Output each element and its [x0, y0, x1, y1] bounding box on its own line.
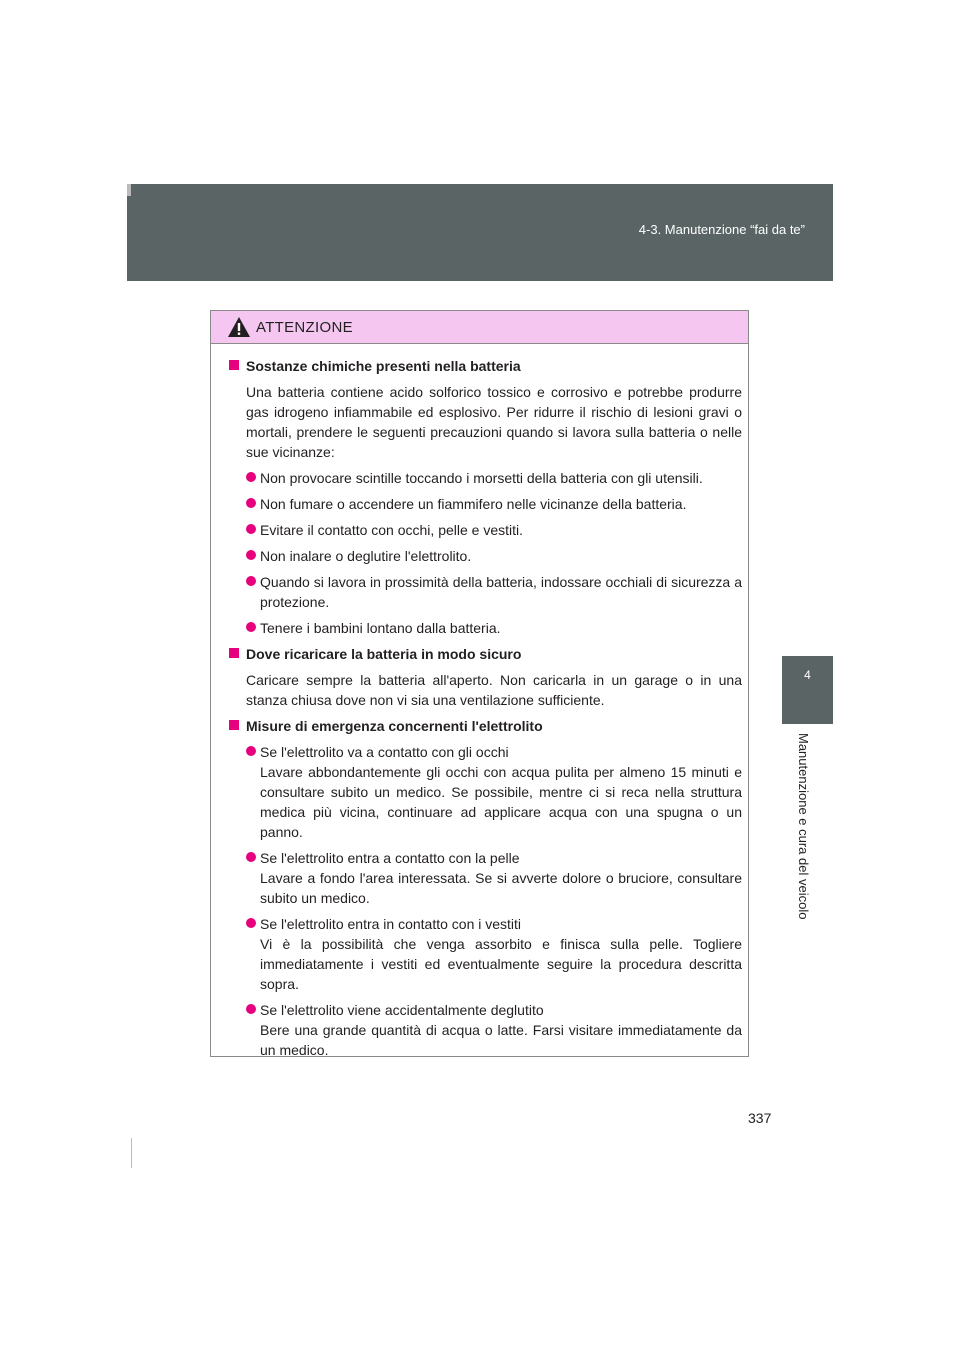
square-bullet-icon [229, 360, 239, 370]
warning-body [211, 344, 748, 1060]
circle-bullet-icon [246, 550, 256, 560]
list-item: Se l'elettrolito viene accidentalmente deglutito Bere una grande quantità di acqua o latte. Farsi visitare immediatamente da un medico. [246, 1000, 742, 1060]
warning-header [211, 311, 748, 344]
circle-bullet-icon [246, 472, 256, 482]
circle-bullet-icon [246, 1004, 256, 1014]
header-band [127, 184, 833, 281]
list-item: Se l'elettrolito entra in contatto con i vestiti Vi è la possibilità che venga assorbito e finisca sulla pelle. Togliere immediatamente i vestiti ed eventualmente seguire la procedura descritta sopra. [246, 914, 742, 994]
warning-box [210, 310, 749, 1057]
list-item: Non provocare scintille toccando i morsetti della batteria con gli utensili. [246, 468, 742, 488]
square-bullet-icon [229, 648, 239, 658]
page-number: 337 [748, 1110, 772, 1126]
section-title: 4-3. Manutenzione “fai da te” [638, 222, 805, 237]
square-bullet-icon [229, 720, 239, 730]
section-heading: Misure di emergenza concernenti l'elettrolito [229, 716, 742, 736]
list-item: Non fumare o accendere un fiammifero nelle vicinanze della batteria. [246, 494, 742, 514]
crop-mark [131, 1138, 132, 1168]
list-item: Se l'elettrolito entra a contatto con la pelle Lavare a fondo l'area interessata. Se si avverte dolore o bruciore, consultare subito un medico. [246, 848, 742, 908]
circle-bullet-icon [246, 746, 256, 756]
section-heading: Dove ricaricare la batteria in modo sicuro [229, 644, 742, 664]
circle-bullet-icon [246, 852, 256, 862]
list-item: Se l'elettrolito va a contatto con gli occhi Lavare abbondantemente gli occhi con acqua pulita per almeno 15 minuti e consultare subito un medico. Se possibile, mentre ci si reca nella struttura medica più vicina, continuare ad applicare acqua con una spugna o un panno. [246, 742, 742, 842]
warning-label: ATTENZIONE [256, 319, 353, 336]
circle-bullet-icon [246, 524, 256, 534]
list-item: Evitare il contatto con occhi, pelle e vestiti. [246, 520, 742, 540]
list-item: Tenere i bambini lontano dalla batteria. [246, 618, 742, 638]
section-text: Una batteria contiene acido solforico tossico e corrosivo e potrebbe produrre gas idrogeno infiammabile ed esplosivo. Per ridurre il rischio di lesioni gravi o mortali, prendere le seguenti precauzioni quando si lavora sulla batteria o nelle sue vicinanze: [246, 384, 742, 460]
chapter-number: 4 [804, 668, 811, 682]
chapter-title: Manutenzione e cura del veicolo [796, 733, 811, 920]
section-heading: Sostanze chimiche presenti nella batteria [229, 356, 742, 376]
chapter-tab [782, 656, 833, 724]
warning-triangle-icon [227, 316, 251, 338]
circle-bullet-icon [246, 622, 256, 632]
circle-bullet-icon [246, 576, 256, 586]
crop-mark [127, 184, 131, 196]
list-item: Quando si lavora in prossimità della batteria, indossare occhiali di sicurezza a protezione. [246, 572, 742, 612]
section-text: Caricare sempre la batteria all'aperto. Non caricarla in un garage o in una stanza chiusa dove non vi sia una ventilazione sufficiente. [246, 672, 742, 708]
circle-bullet-icon [246, 498, 256, 508]
list-item: Non inalare o deglutire l'elettrolito. [246, 546, 742, 566]
circle-bullet-icon [246, 918, 256, 928]
